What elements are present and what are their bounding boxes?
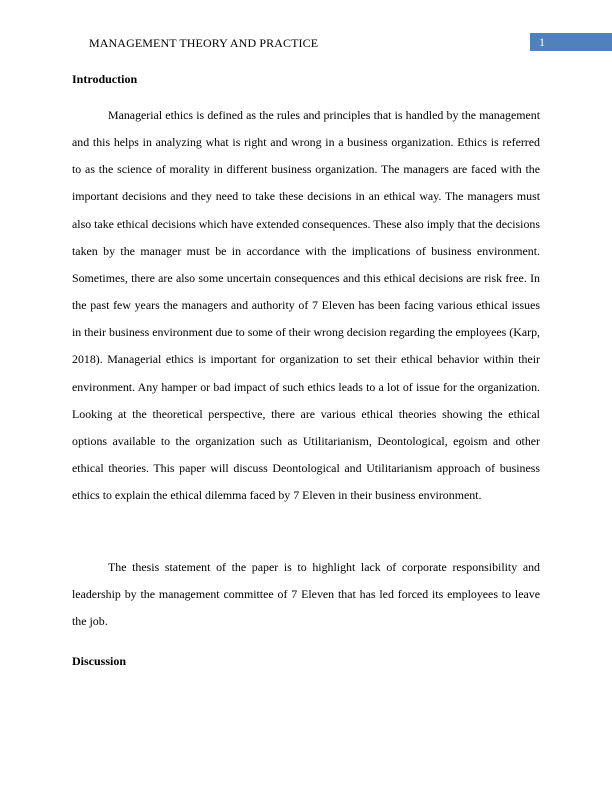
introduction-paragraph-2: The thesis statement of the paper is to highlight lack of corporate responsibility and leadership by the management committee of 7 Eleven that has led forced its employees to leave the job. bbox=[72, 560, 540, 629]
page-number: 1 bbox=[539, 35, 545, 49]
running-head: MANAGEMENT THEORY AND PRACTICE bbox=[89, 36, 319, 50]
introduction-paragraph-1: Managerial ethics is defined as the rules and principles that is handled by the management and this helps in analyzing what is right and wrong in a business organization. Ethics is referred to as the science of morality in different business organization. The managers are faced with the important decisions and they need to take these decisions in an ethical way. The managers must also take ethical decisions which have extended consequences. These also imply that the decisions taken by the manager must be in accordance with the implications of business environment. Sometimes, there are also some uncertain consequences and this ethical decisions are risk free. In the past few years the managers and authority of 7 Eleven has been facing various ethical issues in their business environment due to some of their wrong decision regarding the employees (Karp, 2018). Managerial ethics is important for organization to set their ethical behavior within their environment. Any hamper or bad impact of such ethics leads to a lot of issue for the organization. Looking at the theoretical perspective, there are various ethical theories showing the ethical options available to the organization such as Utilitarianism, Deontological, egoism and other ethical theories. This paper will discuss Deontological and Utilitarianism approach of business ethics to explain the ethical dilemma faced by 7 Eleven in their business environment. bbox=[72, 108, 540, 503]
discussion-heading: Discussion bbox=[72, 654, 127, 668]
introduction-heading: Introduction bbox=[72, 72, 138, 86]
page-number-badge bbox=[530, 33, 612, 51]
